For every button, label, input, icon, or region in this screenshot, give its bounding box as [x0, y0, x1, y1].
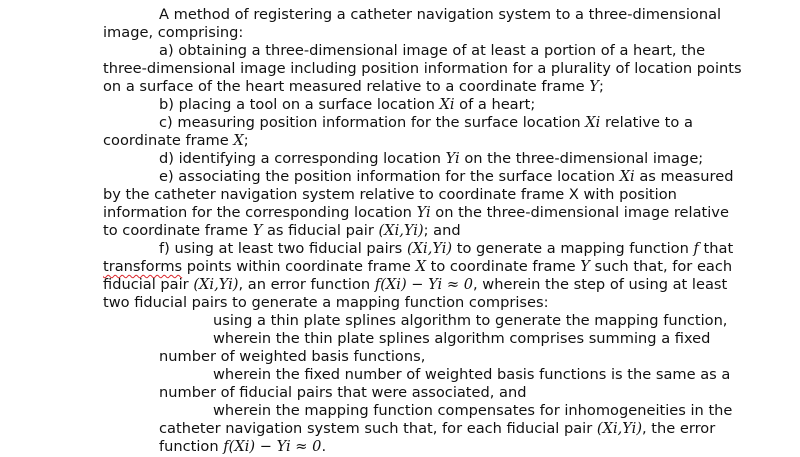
claim-line-6: b) placing a tool on a surface location Xi of a heart; — [159, 96, 536, 113]
claim-line-18: using a thin plate splines algorithm to generate the mapping function, — [213, 312, 728, 329]
claim-line-3: a) obtaining a three-dimensional image of at least a portion of a heart, the — [159, 42, 706, 59]
claim-line-11: by the catheter navigation system relative to coordinate frame X with position — [103, 186, 677, 203]
claim-line-4: three-dimensional image including position information for a plurality of location points — [103, 60, 742, 77]
claim-line-2: image, comprising: — [103, 24, 244, 41]
claim-line-5: on a surface of the heart measured relative to a coordinate frame Y; — [103, 78, 604, 95]
claim-line-9: d) identifying a corresponding location Yi on the three-dimensional image; — [159, 150, 704, 167]
claim-line-17: two fiducial pairs to generate a mapping function comprises: — [103, 294, 549, 311]
claim-line-15: transforms points within coordinate frame X to coordinate frame Y such that, for each — [103, 258, 733, 275]
claim-line-22: number of fiducial pairs that were associated, and — [159, 384, 527, 401]
claim-line-19: wherein the thin plate splines algorithm comprises summing a fixed — [213, 330, 711, 347]
claim-line-8: coordinate frame X; — [103, 132, 249, 149]
claim-line-12: information for the corresponding location Yi on the three-dimensional image relative — [103, 204, 729, 221]
claim-line-7: c) measuring position information for the surface location Xi relative to a — [159, 114, 693, 131]
claim-line-16: fiducial pair (Xi,Yi), an error function f(Xi) − Yi ≈ 0, wherein the step of using at least — [103, 276, 728, 293]
spellcheck-word[interactable]: transforms — [103, 258, 183, 275]
claim-line-14: f) using at least two fiducial pairs (Xi,Yi) to generate a mapping function f that — [159, 240, 734, 257]
claim-line-1: A method of registering a catheter navigation system to a three-dimensional — [159, 6, 722, 23]
claim-line-20: number of weighted basis functions, — [159, 348, 426, 365]
claim-line-21: wherein the fixed number of weighted basis functions is the same as a — [213, 366, 731, 383]
claim-line-24: catheter navigation system such that, for each fiducial pair (Xi,Yi), the error — [159, 420, 716, 437]
claim-line-25: function f(Xi) − Yi ≈ 0. — [159, 438, 327, 455]
claim-line-13: to coordinate frame Y as fiducial pair (Xi,Yi); and — [103, 222, 461, 239]
claim-line-10: e) associating the position information for the surface location Xi as measured — [159, 168, 734, 185]
claim-line-23: wherein the mapping function compensates for inhomogeneities in the — [213, 402, 733, 419]
